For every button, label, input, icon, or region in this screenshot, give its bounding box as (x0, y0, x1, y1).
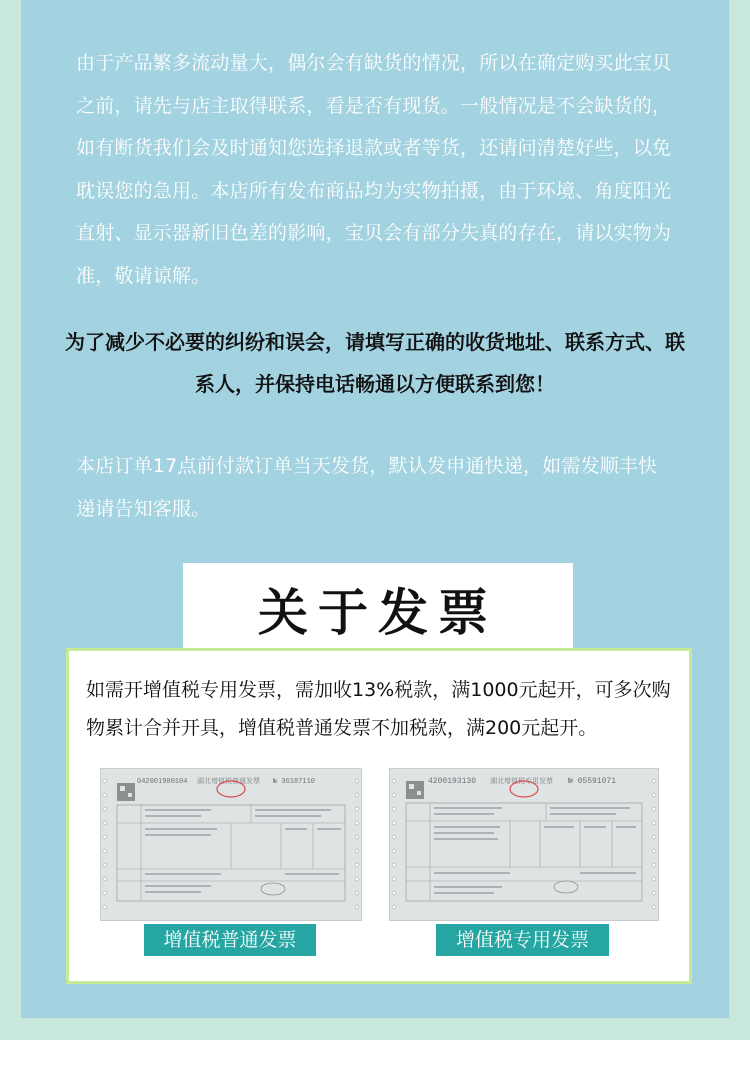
ordinary-invoice-number: № 36187110 (273, 778, 316, 786)
invoice-title: 关于发票 (258, 584, 498, 642)
ordinary-invoice-label: 增值税普通发票 (144, 924, 316, 956)
stock-notice-paragraph: 由于产品繁多流动量大，偶尔会有缺货的情况，所以在确定购买此宝贝之前，请先与店主取得联系，看是否有现货。一般情况是不会缺货的，如有断货我们会及时通知您选择退款或者等货，还请问清楚好些，以免耽误您的急用。本店所有发布商品均为实物拍摄，由于环境、角度阳光直射、显示器新旧色差的影响，宝贝会有部分失真的存在，请以实物为准，敬请谅解。 (76, 52, 672, 287)
invoice-title-tab (183, 563, 573, 655)
special-invoice-label: 增值税专用发票 (436, 924, 609, 956)
shipping-paragraph: 本店订单17点前付款订单当天发货，默认发申通快递，如需发顺丰快递请告知客服。 (76, 455, 658, 520)
invoice-description: 如需开增值税专用发票，需加收13%税款，满1000元起开，可多次购物累计合并开具，增值税普通发票不加税款，满200元起开。 (86, 679, 671, 739)
special-invoice-number: № 05591071 (568, 777, 617, 786)
ordinary-invoice-code: 042001900104 (137, 778, 188, 786)
special-invoice-image (389, 768, 659, 921)
special-invoice-code: 4200193130 (428, 777, 477, 786)
invoice-info-box (66, 648, 692, 984)
ordinary-invoice-image (100, 768, 362, 921)
special-invoice-header: 湖北增值税专用发票 (490, 777, 553, 785)
address-notice: 为了减少不必要的纠纷和误会，请填写正确的收货地址、联系方式、联系人，并保持电话畅通以方便联系到您！ (65, 330, 685, 396)
ordinary-invoice-header: 湖北增值税普通发票 (197, 777, 260, 785)
